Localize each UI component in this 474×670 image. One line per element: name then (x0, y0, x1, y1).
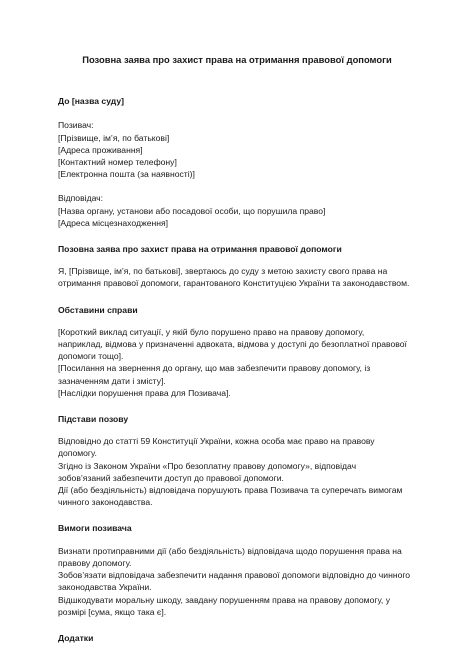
circumstances-paragraph (58, 326, 416, 399)
plaintiff-label: Позивач: (58, 120, 94, 131)
grounds-line: Дії (або бездіяльність) відповідача порушують права Позивача та суперечать вимогам (58, 485, 403, 496)
defendant-line: [Адреса місцезнаходження] (58, 217, 169, 228)
intro-paragraph (58, 265, 416, 289)
circumstances-line: допомоги тощо]. (58, 351, 124, 362)
demands-line: правову допомогу. (58, 557, 132, 568)
plaintiff-line: [Контактний номер телефону] (58, 157, 177, 168)
grounds-paragraph (58, 435, 416, 508)
grounds-line: Згідно із Законом України «Про безоплатну правову допомогу», відповідач (58, 460, 357, 471)
court-line: До [назва суду] (58, 96, 124, 107)
demands-line: Відшкодувати моральну шкоду, завдану порушенням права на правову допомогу, у (58, 594, 391, 605)
grounds-line: допомогу. (58, 448, 97, 459)
claim-heading: Позовна заява про захист права на отримання правової допомоги (58, 244, 342, 255)
demands-line: розмірі [сума, якщо така є]. (58, 606, 167, 617)
grounds-heading: Підстави позову (58, 414, 129, 425)
circumstances-line: [Короткий виклад ситуації, у якій було порушено право на правову допомогу, (58, 326, 365, 337)
circumstances-line: зазначенням дати і змісту]. (58, 375, 166, 386)
grounds-line: зобов’язаний забезпечити доступ до правової допомоги. (58, 472, 284, 483)
defendant-block (58, 192, 416, 229)
plaintiff-line: [Електронна пошта (за наявності)] (58, 169, 195, 180)
intro-line: отримання правової допомоги, гарантованого Конституцією України та законодавством. (58, 278, 410, 289)
demands-line: Визнати протиправними дії (або бездіяльність) відповідача щодо порушення права на (58, 545, 402, 556)
circumstances-line: [Наслідки порушення права для Позивача]. (58, 387, 231, 398)
grounds-line: чинного законодавства. (58, 497, 153, 508)
demands-paragraph (58, 545, 416, 618)
plaintiff-line: [Прізвище, ім’я, по батькові] (58, 132, 170, 143)
demands-line: законодавства України. (58, 582, 152, 593)
document-title: Позовна заява про захист права на отримання правової допомоги (82, 54, 392, 65)
circumstances-heading: Обставини справи (58, 304, 138, 315)
plaintiff-line: [Адреса проживання] (58, 144, 143, 155)
plaintiff-block (58, 119, 416, 180)
grounds-line: Відповідно до статті 59 Конституції України, кожна особа має право на правову (58, 436, 375, 447)
intro-line: Я, [Прізвище, ім’я, по батькові], звертаюсь до суду з метою захисту свого права на (58, 266, 388, 277)
attachments-heading: Додатки (58, 632, 94, 643)
defendant-label: Відповідач: (58, 193, 104, 204)
circumstances-line: наприклад, відмова у призначенні адвоката, відмова у доступі до безоплатної правової (58, 339, 407, 350)
circumstances-line: [Посилання на звернення до органу, що мав забезпечити правову допомогу, із (58, 363, 371, 374)
demands-heading: Вимоги позивача (58, 523, 132, 534)
defendant-line: [Назва органу, установи або посадової особи, що порушила право] (58, 205, 326, 216)
demands-line: Зобов’язати відповідача забезпечити надання правової допомоги відповідно до чинного (58, 570, 411, 581)
